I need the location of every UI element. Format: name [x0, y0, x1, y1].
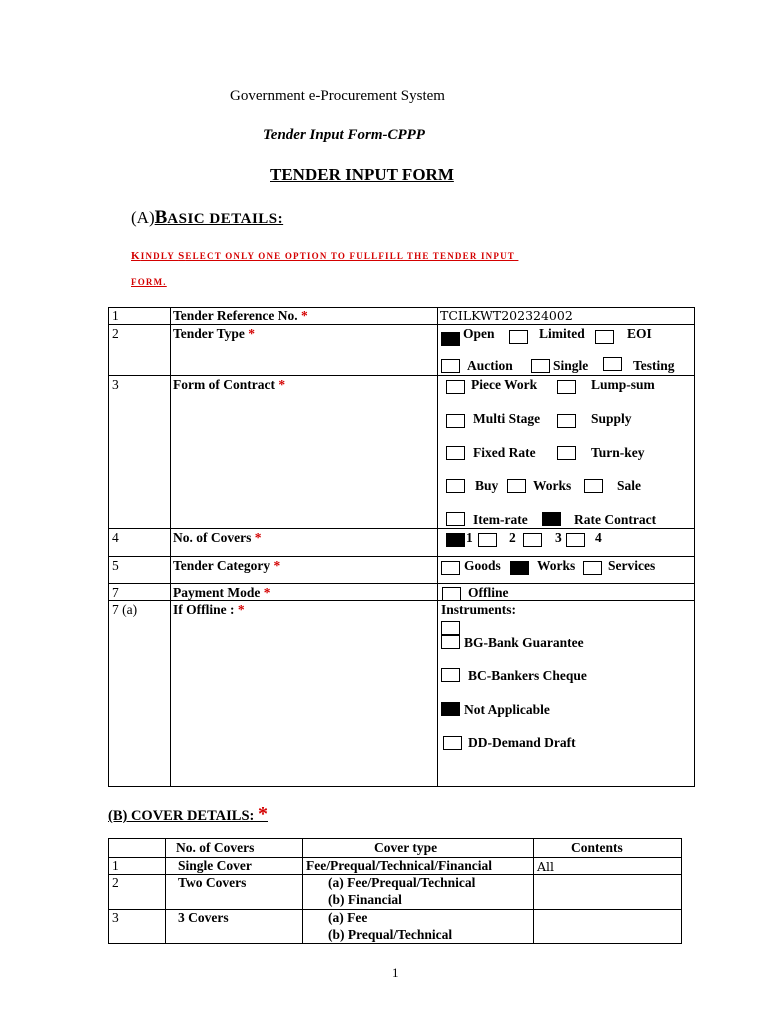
cover-count: 3 Covers: [178, 910, 229, 925]
tender-type-open-checkbox[interactable]: [441, 332, 460, 346]
contract-supply-checkbox[interactable]: [557, 414, 576, 428]
option-label: 4: [595, 530, 602, 545]
row-divider: [109, 583, 694, 584]
option-label: DD-Demand Draft: [468, 735, 576, 750]
cover-count: Two Covers: [178, 875, 247, 890]
tender-type-testing-checkbox[interactable]: [603, 357, 622, 371]
row-number: 7 (a): [112, 602, 138, 617]
cover-type: (b) Financial: [328, 892, 402, 907]
covers-1-checkbox[interactable]: [446, 533, 465, 547]
option-label: EOI: [627, 326, 652, 341]
covers-2-checkbox[interactable]: [478, 533, 497, 547]
option-label: Turn-key: [591, 445, 645, 460]
option-label: 1: [466, 530, 473, 545]
option-label: BG-Bank Guarantee: [464, 635, 584, 650]
instruction-note: KINDLY SELECT ONLY ONE OPTION TO FULLFILL THE TENDER INPUT: [131, 250, 515, 262]
cover-type: Fee/Prequal/Technical/Financial: [306, 858, 493, 873]
option-label: Multi Stage: [473, 411, 541, 426]
form-of-contract-label: Form of Contract *: [173, 377, 286, 392]
column-divider: [165, 839, 166, 943]
cover-count: Single Cover: [178, 858, 252, 873]
contract-fixed-rate-checkbox[interactable]: [446, 446, 465, 460]
contract-item-rate-checkbox[interactable]: [446, 512, 465, 526]
column-header: Cover type: [374, 840, 438, 855]
instrument-bg-checkbox[interactable]: [441, 635, 460, 649]
row-divider: [109, 324, 694, 325]
row-divider: [109, 556, 694, 557]
payment-mode-label: Payment Mode *: [173, 585, 271, 600]
tender-type-single-checkbox[interactable]: [531, 359, 550, 373]
option-label: Lump-sum: [591, 377, 655, 392]
instruction-note-end: FORM.: [131, 277, 167, 287]
section-a-heading: [131, 207, 283, 229]
column-divider: [437, 308, 438, 786]
option-label: Works: [537, 558, 576, 573]
option-label: Buy: [475, 478, 499, 493]
option-label: Testing: [633, 358, 675, 373]
contract-buy-checkbox[interactable]: [446, 479, 465, 493]
column-divider: [170, 308, 171, 786]
tender-category-label: Tender Category *: [173, 558, 281, 573]
contract-sale-checkbox[interactable]: [584, 479, 603, 493]
option-label: Limited: [539, 326, 585, 341]
row-number: 4: [112, 530, 119, 545]
instrument-dd-checkbox[interactable]: [443, 736, 462, 750]
if-offline-label: If Offline : *: [173, 602, 245, 617]
option-label: Offline: [468, 585, 509, 600]
option-label: 2: [509, 530, 516, 545]
option-label: Item-rate: [473, 512, 528, 527]
row-number: 1: [112, 308, 119, 323]
option-label: Auction: [467, 358, 513, 373]
tender-type-limited-checkbox[interactable]: [509, 330, 528, 344]
tender-type-auction-checkbox[interactable]: [441, 359, 460, 373]
page-number: 1: [392, 965, 399, 980]
tender-reference-value[interactable]: TCILKWT202324002: [440, 308, 573, 323]
page-title: TENDER INPUT FORM: [270, 165, 454, 184]
row-number: 5: [112, 558, 119, 573]
contract-works-checkbox[interactable]: [507, 479, 526, 493]
section-a-prefix: (A): [131, 208, 155, 227]
row-divider: [109, 375, 694, 376]
instrument-blank-checkbox[interactable]: [441, 621, 460, 635]
section-a-title: ASIC DETAILS:: [167, 211, 284, 227]
category-works-checkbox[interactable]: [510, 561, 529, 575]
row-divider: [109, 528, 694, 529]
row-number: 2: [112, 326, 119, 341]
instruments-heading: Instruments:: [441, 602, 517, 617]
no-of-covers-label: No. of Covers *: [173, 530, 262, 545]
tender-form-table: [108, 307, 695, 787]
cover-details-table: [108, 838, 682, 944]
instrument-bc-checkbox[interactable]: [441, 668, 460, 682]
tender-type-eoi-checkbox[interactable]: [595, 330, 614, 344]
category-services-checkbox[interactable]: [583, 561, 602, 575]
covers-4-checkbox[interactable]: [566, 533, 585, 547]
form-subtitle: Tender Input Form-CPPP: [263, 127, 425, 143]
section-b-heading: (B) COVER DETAILS: *: [108, 803, 268, 825]
option-label: Goods: [464, 558, 501, 573]
column-divider: [533, 839, 534, 943]
row-number: 2: [112, 875, 119, 890]
contract-multi-stage-checkbox[interactable]: [446, 414, 465, 428]
section-a-initial: B: [154, 207, 168, 228]
option-label: Rate Contract: [574, 512, 657, 527]
covers-3-checkbox[interactable]: [523, 533, 542, 547]
tender-reference-label: Tender Reference No. *: [173, 308, 308, 323]
contract-rate-contract-checkbox[interactable]: [542, 512, 561, 526]
contract-lump-sum-checkbox[interactable]: [557, 380, 576, 394]
option-label: Supply: [591, 411, 632, 426]
option-label: Services: [608, 558, 656, 573]
option-label: Sale: [617, 478, 642, 493]
payment-offline-checkbox[interactable]: [442, 587, 461, 601]
cover-type: (a) Fee: [328, 910, 368, 925]
row-number: 7: [112, 585, 119, 600]
option-label: Single: [553, 358, 589, 373]
row-number: 3: [112, 377, 119, 392]
option-label: Works: [533, 478, 572, 493]
column-header: No. of Covers: [176, 840, 255, 855]
option-label: 3: [555, 530, 562, 545]
category-goods-checkbox[interactable]: [441, 561, 460, 575]
option-label: BC-Bankers Cheque: [468, 668, 587, 683]
row-number: 1: [112, 858, 119, 873]
option-label: Open: [463, 326, 495, 341]
cover-type: (a) Fee/Prequal/Technical: [328, 875, 476, 890]
column-divider: [302, 839, 303, 943]
row-number: 3: [112, 910, 119, 925]
tender-type-label: Tender Type *: [173, 326, 256, 341]
contract-piece-work-checkbox[interactable]: [446, 380, 465, 394]
instrument-not-applicable-checkbox[interactable]: [441, 702, 460, 716]
option-label: Not Applicable: [464, 702, 550, 717]
cover-type: (b) Prequal/Technical: [328, 927, 453, 942]
column-header: Contents: [571, 840, 623, 855]
contract-turn-key-checkbox[interactable]: [557, 446, 576, 460]
cover-contents: All: [537, 859, 555, 874]
option-label: Fixed Rate: [473, 445, 536, 460]
option-label: Piece Work: [471, 377, 538, 392]
system-title: Government e-Procurement System: [230, 88, 445, 104]
